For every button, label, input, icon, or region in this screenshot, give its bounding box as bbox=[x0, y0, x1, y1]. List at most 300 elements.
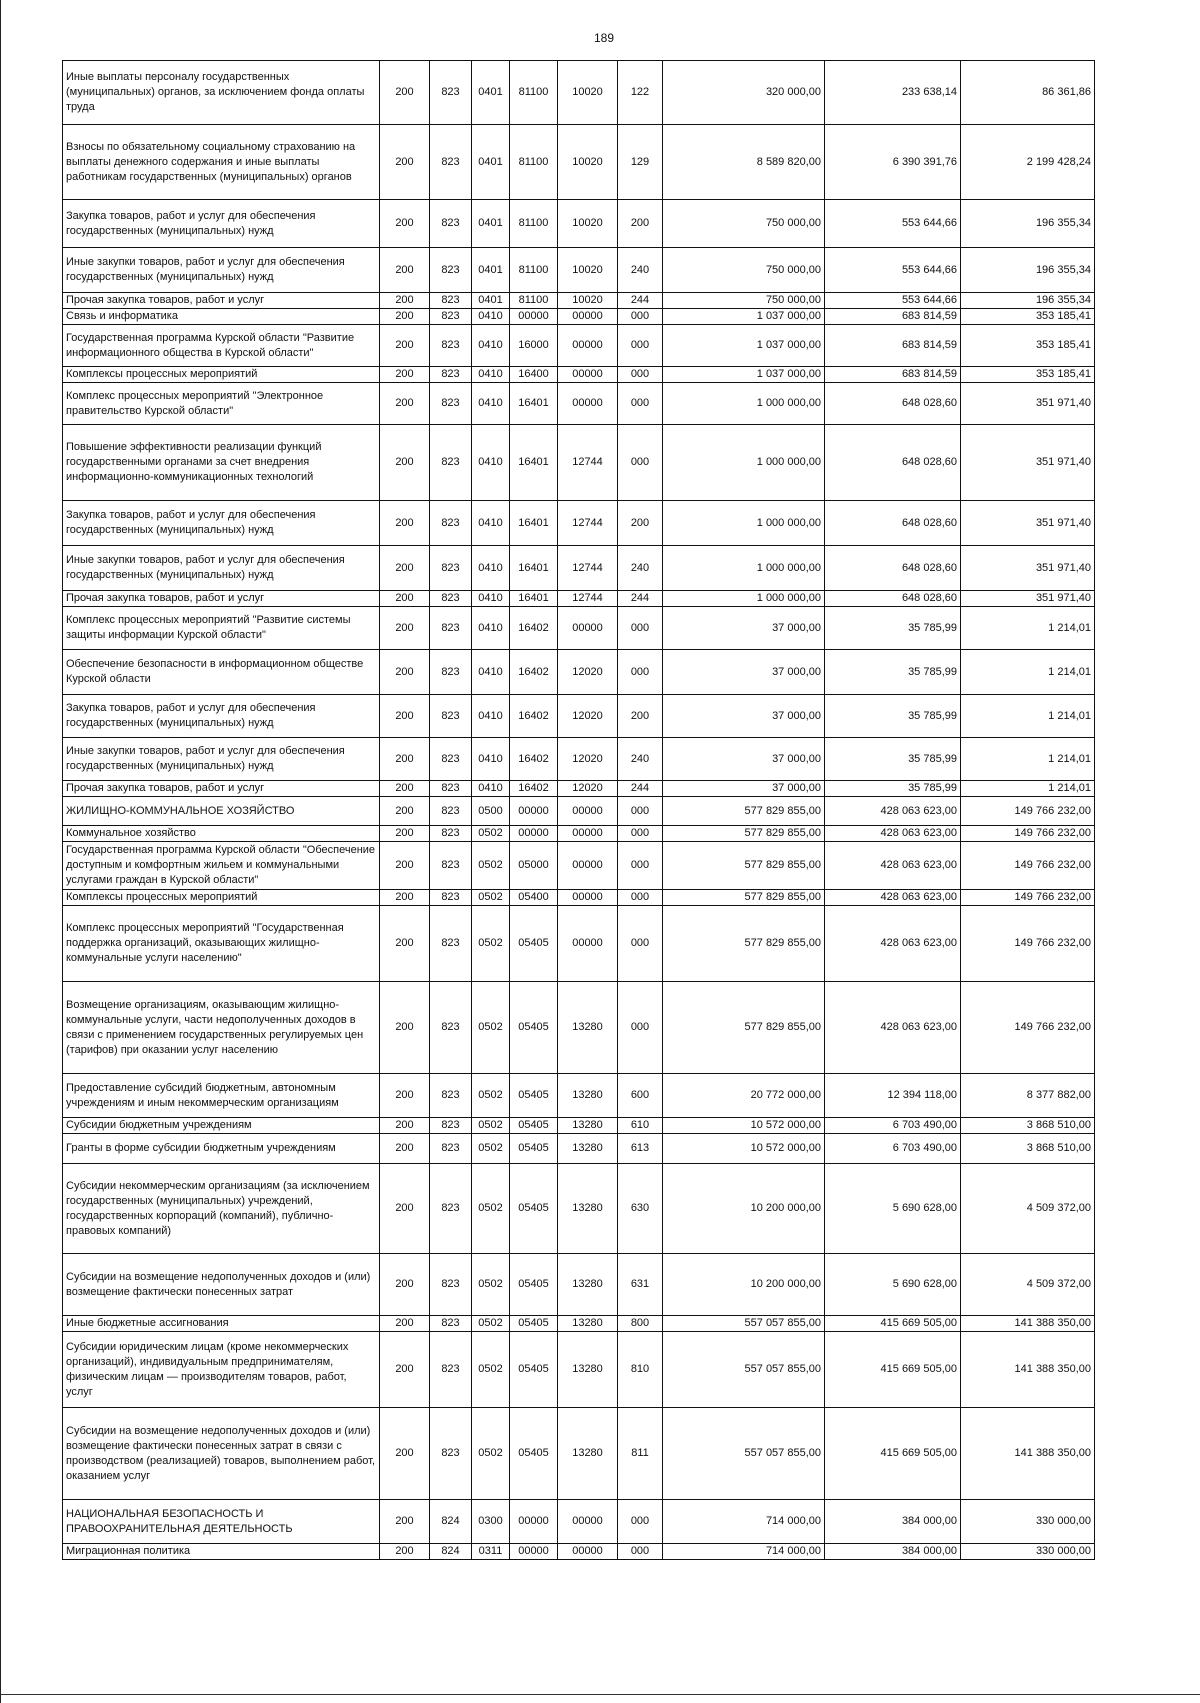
code-cell-1: 200 bbox=[380, 1332, 430, 1408]
expense-type-cell: 613 bbox=[618, 1134, 663, 1164]
code-cell-2: 824 bbox=[430, 1500, 472, 1544]
executed-amount-cell: 428 063 623,00 bbox=[825, 890, 961, 906]
expense-type-cell: 810 bbox=[618, 1332, 663, 1408]
table-row bbox=[63, 1134, 1095, 1164]
code-cell-2: 823 bbox=[430, 1408, 472, 1500]
code-cell-2: 823 bbox=[430, 1254, 472, 1316]
direction-cell: 12020 bbox=[558, 695, 618, 738]
code-cell-2: 823 bbox=[430, 367, 472, 383]
executed-amount-cell: 384 000,00 bbox=[825, 1544, 961, 1560]
remaining-amount-cell: 149 766 232,00 bbox=[961, 842, 1095, 890]
executed-amount-cell: 648 028,60 bbox=[825, 591, 961, 607]
expense-type-cell: 240 bbox=[618, 248, 663, 293]
page-left-border bbox=[0, 0, 1, 1703]
section-cell: 0401 bbox=[472, 248, 510, 293]
table-row bbox=[63, 1332, 1095, 1408]
program-cell: 05405 bbox=[510, 1408, 558, 1500]
executed-amount-cell: 35 785,99 bbox=[825, 695, 961, 738]
section-cell: 0502 bbox=[472, 1134, 510, 1164]
planned-amount-cell: 8 589 820,00 bbox=[663, 125, 825, 200]
remaining-amount-cell: 1 214,01 bbox=[961, 607, 1095, 650]
item-name-cell: Субсидии некоммерческим организациям (за исключением государственных (муниципальных) учреждений, государственных корпораций (компаний), публично-правовых компаний) bbox=[63, 1164, 380, 1254]
program-cell: 05405 bbox=[510, 1316, 558, 1332]
planned-amount-cell: 577 829 855,00 bbox=[663, 797, 825, 826]
remaining-amount-cell: 149 766 232,00 bbox=[961, 797, 1095, 826]
item-name-cell: Прочая закупка товаров, работ и услуг bbox=[63, 781, 380, 797]
executed-amount-cell: 428 063 623,00 bbox=[825, 797, 961, 826]
executed-amount-cell: 415 669 505,00 bbox=[825, 1332, 961, 1408]
code-cell-2: 823 bbox=[430, 200, 472, 248]
section-cell: 0410 bbox=[472, 309, 510, 325]
item-name-cell: Закупка товаров, работ и услуг для обеспечения государственных (муниципальных) нужд bbox=[63, 695, 380, 738]
code-cell-1: 200 bbox=[380, 1316, 430, 1332]
code-cell-1: 200 bbox=[380, 309, 430, 325]
executed-amount-cell: 428 063 623,00 bbox=[825, 842, 961, 890]
code-cell-1: 200 bbox=[380, 607, 430, 650]
code-cell-1: 200 bbox=[380, 695, 430, 738]
section-cell: 0410 bbox=[472, 546, 510, 591]
remaining-amount-cell: 1 214,01 bbox=[961, 781, 1095, 797]
planned-amount-cell: 37 000,00 bbox=[663, 738, 825, 781]
remaining-amount-cell: 2 199 428,24 bbox=[961, 125, 1095, 200]
direction-cell: 10020 bbox=[558, 125, 618, 200]
executed-amount-cell: 35 785,99 bbox=[825, 781, 961, 797]
item-name-cell: Прочая закупка товаров, работ и услуг bbox=[63, 591, 380, 607]
item-name-cell: Иные закупки товаров, работ и услуг для обеспечения государственных (муниципальных) нужд bbox=[63, 546, 380, 591]
table-row bbox=[63, 293, 1095, 309]
remaining-amount-cell: 330 000,00 bbox=[961, 1544, 1095, 1560]
executed-amount-cell: 648 028,60 bbox=[825, 546, 961, 591]
code-cell-1: 200 bbox=[380, 982, 430, 1074]
code-cell-2: 823 bbox=[430, 826, 472, 842]
budget-table-body bbox=[63, 61, 1095, 1560]
code-cell-2: 823 bbox=[430, 61, 472, 125]
table-row bbox=[63, 1544, 1095, 1560]
direction-cell: 12744 bbox=[558, 501, 618, 546]
code-cell-2: 823 bbox=[430, 695, 472, 738]
code-cell-2: 823 bbox=[430, 890, 472, 906]
executed-amount-cell: 233 638,14 bbox=[825, 61, 961, 125]
code-cell-2: 823 bbox=[430, 591, 472, 607]
code-cell-2: 823 bbox=[430, 1316, 472, 1332]
planned-amount-cell: 10 572 000,00 bbox=[663, 1118, 825, 1134]
table-row bbox=[63, 906, 1095, 982]
code-cell-2: 823 bbox=[430, 501, 472, 546]
remaining-amount-cell: 351 971,40 bbox=[961, 425, 1095, 501]
program-cell: 05405 bbox=[510, 982, 558, 1074]
direction-cell: 13280 bbox=[558, 1332, 618, 1408]
program-cell: 05000 bbox=[510, 842, 558, 890]
expense-type-cell: 000 bbox=[618, 1544, 663, 1560]
executed-amount-cell: 5 690 628,00 bbox=[825, 1254, 961, 1316]
planned-amount-cell: 750 000,00 bbox=[663, 248, 825, 293]
section-cell: 0410 bbox=[472, 501, 510, 546]
remaining-amount-cell: 351 971,40 bbox=[961, 546, 1095, 591]
program-cell: 05405 bbox=[510, 1254, 558, 1316]
expense-type-cell: 610 bbox=[618, 1118, 663, 1134]
remaining-amount-cell: 353 185,41 bbox=[961, 367, 1095, 383]
remaining-amount-cell: 4 509 372,00 bbox=[961, 1254, 1095, 1316]
direction-cell: 13280 bbox=[558, 1316, 618, 1332]
program-cell: 05405 bbox=[510, 1118, 558, 1134]
section-cell: 0410 bbox=[472, 695, 510, 738]
planned-amount-cell: 1 000 000,00 bbox=[663, 501, 825, 546]
executed-amount-cell: 6 703 490,00 bbox=[825, 1134, 961, 1164]
code-cell-2: 823 bbox=[430, 1134, 472, 1164]
item-name-cell: Комплексы процессных мероприятий bbox=[63, 367, 380, 383]
table-row bbox=[63, 501, 1095, 546]
remaining-amount-cell: 353 185,41 bbox=[961, 325, 1095, 367]
remaining-amount-cell: 149 766 232,00 bbox=[961, 826, 1095, 842]
code-cell-1: 200 bbox=[380, 1164, 430, 1254]
planned-amount-cell: 1 037 000,00 bbox=[663, 325, 825, 367]
expense-type-cell: 122 bbox=[618, 61, 663, 125]
direction-cell: 13280 bbox=[558, 1164, 618, 1254]
table-row bbox=[63, 425, 1095, 501]
planned-amount-cell: 10 200 000,00 bbox=[663, 1164, 825, 1254]
expense-type-cell: 000 bbox=[618, 906, 663, 982]
direction-cell: 00000 bbox=[558, 309, 618, 325]
item-name-cell: Иные закупки товаров, работ и услуг для обеспечения государственных (муниципальных) нужд bbox=[63, 738, 380, 781]
expense-type-cell: 000 bbox=[618, 383, 663, 425]
expense-type-cell: 240 bbox=[618, 738, 663, 781]
table-row bbox=[63, 695, 1095, 738]
planned-amount-cell: 577 829 855,00 bbox=[663, 906, 825, 982]
item-name-cell: Иные выплаты персоналу государственных (муниципальных) органов, за исключением фонда оплаты труда bbox=[63, 61, 380, 125]
table-row bbox=[63, 982, 1095, 1074]
direction-cell: 00000 bbox=[558, 797, 618, 826]
executed-amount-cell: 648 028,60 bbox=[825, 383, 961, 425]
item-name-cell: Коммунальное хозяйство bbox=[63, 826, 380, 842]
table-row bbox=[63, 890, 1095, 906]
planned-amount-cell: 1 000 000,00 bbox=[663, 383, 825, 425]
expense-type-cell: 000 bbox=[618, 607, 663, 650]
section-cell: 0410 bbox=[472, 650, 510, 695]
executed-amount-cell: 35 785,99 bbox=[825, 738, 961, 781]
expense-type-cell: 244 bbox=[618, 591, 663, 607]
item-name-cell: Иные закупки товаров, работ и услуг для обеспечения государственных (муниципальных) нужд bbox=[63, 248, 380, 293]
code-cell-2: 823 bbox=[430, 125, 472, 200]
direction-cell: 10020 bbox=[558, 61, 618, 125]
code-cell-1: 200 bbox=[380, 1408, 430, 1500]
item-name-cell: Иные бюджетные ассигнования bbox=[63, 1316, 380, 1332]
expense-type-cell: 600 bbox=[618, 1074, 663, 1118]
code-cell-1: 200 bbox=[380, 842, 430, 890]
table-row bbox=[63, 309, 1095, 325]
section-cell: 0502 bbox=[472, 826, 510, 842]
section-cell: 0300 bbox=[472, 1500, 510, 1544]
table-row bbox=[63, 546, 1095, 591]
program-cell: 05400 bbox=[510, 890, 558, 906]
table-row bbox=[63, 1074, 1095, 1118]
planned-amount-cell: 1 000 000,00 bbox=[663, 425, 825, 501]
table-row bbox=[63, 650, 1095, 695]
budget-table bbox=[62, 60, 1095, 1560]
code-cell-1: 200 bbox=[380, 1544, 430, 1560]
planned-amount-cell: 750 000,00 bbox=[663, 293, 825, 309]
planned-amount-cell: 750 000,00 bbox=[663, 200, 825, 248]
table-row bbox=[63, 1316, 1095, 1332]
executed-amount-cell: 6 703 490,00 bbox=[825, 1118, 961, 1134]
expense-type-cell: 000 bbox=[618, 367, 663, 383]
item-name-cell: Возмещение организациям, оказывающим жилищно-коммунальные услуги, части недополученных доходов в связи с применением государственных регулируемых цен (тарифов) при оказании услуг населению bbox=[63, 982, 380, 1074]
remaining-amount-cell: 149 766 232,00 bbox=[961, 890, 1095, 906]
direction-cell: 00000 bbox=[558, 367, 618, 383]
code-cell-1: 200 bbox=[380, 546, 430, 591]
planned-amount-cell: 10 200 000,00 bbox=[663, 1254, 825, 1316]
table-row bbox=[63, 325, 1095, 367]
direction-cell: 12020 bbox=[558, 650, 618, 695]
table-row bbox=[63, 781, 1095, 797]
direction-cell: 00000 bbox=[558, 826, 618, 842]
item-name-cell: Миграционная политика bbox=[63, 1544, 380, 1560]
direction-cell: 00000 bbox=[558, 325, 618, 367]
direction-cell: 00000 bbox=[558, 1500, 618, 1544]
planned-amount-cell: 714 000,00 bbox=[663, 1500, 825, 1544]
section-cell: 0502 bbox=[472, 1408, 510, 1500]
program-cell: 16401 bbox=[510, 425, 558, 501]
planned-amount-cell: 557 057 855,00 bbox=[663, 1316, 825, 1332]
remaining-amount-cell: 1 214,01 bbox=[961, 695, 1095, 738]
direction-cell: 12744 bbox=[558, 591, 618, 607]
planned-amount-cell: 577 829 855,00 bbox=[663, 982, 825, 1074]
code-cell-2: 823 bbox=[430, 325, 472, 367]
executed-amount-cell: 384 000,00 bbox=[825, 1500, 961, 1544]
section-cell: 0410 bbox=[472, 383, 510, 425]
code-cell-2: 823 bbox=[430, 607, 472, 650]
table-row bbox=[63, 591, 1095, 607]
expense-type-cell: 630 bbox=[618, 1164, 663, 1254]
item-name-cell: Государственная программа Курской области "Развитие информационного общества в Курской области" bbox=[63, 325, 380, 367]
table-row bbox=[63, 607, 1095, 650]
remaining-amount-cell: 1 214,01 bbox=[961, 650, 1095, 695]
expense-type-cell: 000 bbox=[618, 890, 663, 906]
program-cell: 16401 bbox=[510, 383, 558, 425]
expense-type-cell: 000 bbox=[618, 425, 663, 501]
program-cell: 05405 bbox=[510, 1164, 558, 1254]
remaining-amount-cell: 3 868 510,00 bbox=[961, 1118, 1095, 1134]
page-number: 189 bbox=[593, 31, 615, 45]
planned-amount-cell: 37 000,00 bbox=[663, 650, 825, 695]
item-name-cell: Субсидии на возмещение недополученных доходов и (или) возмещение фактически понесенных затрат в связи с производством (реализацией) товаров, выполнением работ, оказанием услуг bbox=[63, 1408, 380, 1500]
item-name-cell: Повышение эффективности реализации функций государственными органами за счет внедрения информационно-коммуникационных технологий bbox=[63, 425, 380, 501]
code-cell-1: 200 bbox=[380, 425, 430, 501]
item-name-cell: Комплекс процессных мероприятий "Развитие системы защиты информации Курской области" bbox=[63, 607, 380, 650]
program-cell: 05405 bbox=[510, 1074, 558, 1118]
code-cell-2: 823 bbox=[430, 425, 472, 501]
item-name-cell: Предоставление субсидий бюджетным, автономным учреждениям и иным некоммерческим организациям bbox=[63, 1074, 380, 1118]
section-cell: 0410 bbox=[472, 738, 510, 781]
code-cell-1: 200 bbox=[380, 383, 430, 425]
section-cell: 0502 bbox=[472, 842, 510, 890]
program-cell: 16402 bbox=[510, 738, 558, 781]
direction-cell: 13280 bbox=[558, 1254, 618, 1316]
item-name-cell: ЖИЛИЩНО-КОММУНАЛЬНОЕ ХОЗЯЙСТВО bbox=[63, 797, 380, 826]
code-cell-2: 823 bbox=[430, 906, 472, 982]
item-name-cell: Закупка товаров, работ и услуг для обеспечения государственных (муниципальных) нужд bbox=[63, 200, 380, 248]
item-name-cell: Комплексы процессных мероприятий bbox=[63, 890, 380, 906]
table-row bbox=[63, 1254, 1095, 1316]
executed-amount-cell: 5 690 628,00 bbox=[825, 1164, 961, 1254]
executed-amount-cell: 683 814,59 bbox=[825, 309, 961, 325]
section-cell: 0410 bbox=[472, 425, 510, 501]
section-cell: 0500 bbox=[472, 797, 510, 826]
program-cell: 16402 bbox=[510, 695, 558, 738]
executed-amount-cell: 553 644,66 bbox=[825, 248, 961, 293]
expense-type-cell: 000 bbox=[618, 982, 663, 1074]
direction-cell: 12020 bbox=[558, 738, 618, 781]
executed-amount-cell: 683 814,59 bbox=[825, 325, 961, 367]
remaining-amount-cell: 149 766 232,00 bbox=[961, 906, 1095, 982]
item-name-cell: Комплекс процессных мероприятий "Государственная поддержка организаций, оказывающих жилищно-коммунальные услуги населению" bbox=[63, 906, 380, 982]
executed-amount-cell: 12 394 118,00 bbox=[825, 1074, 961, 1118]
expense-type-cell: 129 bbox=[618, 125, 663, 200]
item-name-cell: Обеспечение безопасности в информационном обществе Курской области bbox=[63, 650, 380, 695]
code-cell-1: 200 bbox=[380, 248, 430, 293]
expense-type-cell: 244 bbox=[618, 293, 663, 309]
section-cell: 0410 bbox=[472, 781, 510, 797]
code-cell-1: 200 bbox=[380, 325, 430, 367]
code-cell-1: 200 bbox=[380, 890, 430, 906]
code-cell-2: 823 bbox=[430, 1164, 472, 1254]
section-cell: 0410 bbox=[472, 591, 510, 607]
program-cell: 05405 bbox=[510, 1134, 558, 1164]
executed-amount-cell: 553 644,66 bbox=[825, 200, 961, 248]
section-cell: 0502 bbox=[472, 906, 510, 982]
planned-amount-cell: 37 000,00 bbox=[663, 607, 825, 650]
code-cell-1: 200 bbox=[380, 125, 430, 200]
remaining-amount-cell: 141 388 350,00 bbox=[961, 1316, 1095, 1332]
remaining-amount-cell: 196 355,34 bbox=[961, 293, 1095, 309]
code-cell-1: 200 bbox=[380, 200, 430, 248]
table-row bbox=[63, 383, 1095, 425]
expense-type-cell: 000 bbox=[618, 650, 663, 695]
code-cell-2: 824 bbox=[430, 1544, 472, 1560]
program-cell: 00000 bbox=[510, 1500, 558, 1544]
code-cell-2: 823 bbox=[430, 383, 472, 425]
direction-cell: 10020 bbox=[558, 200, 618, 248]
program-cell: 00000 bbox=[510, 826, 558, 842]
planned-amount-cell: 320 000,00 bbox=[663, 61, 825, 125]
executed-amount-cell: 415 669 505,00 bbox=[825, 1408, 961, 1500]
direction-cell: 00000 bbox=[558, 906, 618, 982]
item-name-cell: НАЦИОНАЛЬНАЯ БЕЗОПАСНОСТЬ И ПРАВООХРАНИТЕЛЬНАЯ ДЕЯТЕЛЬНОСТЬ bbox=[63, 1500, 380, 1544]
program-cell: 00000 bbox=[510, 797, 558, 826]
table-row bbox=[63, 1408, 1095, 1500]
page-bottom-border bbox=[0, 1694, 1200, 1695]
executed-amount-cell: 35 785,99 bbox=[825, 650, 961, 695]
executed-amount-cell: 428 063 623,00 bbox=[825, 982, 961, 1074]
planned-amount-cell: 1 037 000,00 bbox=[663, 367, 825, 383]
planned-amount-cell: 10 572 000,00 bbox=[663, 1134, 825, 1164]
remaining-amount-cell: 351 971,40 bbox=[961, 501, 1095, 546]
direction-cell: 13280 bbox=[558, 1074, 618, 1118]
planned-amount-cell: 1 000 000,00 bbox=[663, 591, 825, 607]
code-cell-2: 823 bbox=[430, 982, 472, 1074]
section-cell: 0502 bbox=[472, 1074, 510, 1118]
code-cell-2: 823 bbox=[430, 1118, 472, 1134]
code-cell-1: 200 bbox=[380, 1118, 430, 1134]
remaining-amount-cell: 8 377 882,00 bbox=[961, 1074, 1095, 1118]
program-cell: 00000 bbox=[510, 309, 558, 325]
direction-cell: 00000 bbox=[558, 383, 618, 425]
program-cell: 81100 bbox=[510, 61, 558, 125]
item-name-cell: Гранты в форме субсидии бюджетным учреждениям bbox=[63, 1134, 380, 1164]
code-cell-1: 200 bbox=[380, 293, 430, 309]
section-cell: 0401 bbox=[472, 61, 510, 125]
expense-type-cell: 240 bbox=[618, 546, 663, 591]
table-row bbox=[63, 367, 1095, 383]
direction-cell: 00000 bbox=[558, 1544, 618, 1560]
item-name-cell: Комплекс процессных мероприятий "Электронное правительство Курской области" bbox=[63, 383, 380, 425]
remaining-amount-cell: 351 971,40 bbox=[961, 591, 1095, 607]
section-cell: 0502 bbox=[472, 890, 510, 906]
direction-cell: 13280 bbox=[558, 1134, 618, 1164]
expense-type-cell: 000 bbox=[618, 1500, 663, 1544]
direction-cell: 10020 bbox=[558, 248, 618, 293]
program-cell: 05405 bbox=[510, 1332, 558, 1408]
expense-type-cell: 244 bbox=[618, 781, 663, 797]
direction-cell: 13280 bbox=[558, 1118, 618, 1134]
table-row bbox=[63, 1164, 1095, 1254]
code-cell-2: 823 bbox=[430, 248, 472, 293]
direction-cell: 00000 bbox=[558, 890, 618, 906]
item-name-cell: Государственная программа Курской области "Обеспечение доступным и комфортным жильем и коммунальными услугами граждан в Курской области" bbox=[63, 842, 380, 890]
remaining-amount-cell: 351 971,40 bbox=[961, 383, 1095, 425]
code-cell-2: 823 bbox=[430, 781, 472, 797]
expense-type-cell: 200 bbox=[618, 200, 663, 248]
item-name-cell: Субсидии на возмещение недополученных доходов и (или) возмещение фактически понесенных затрат bbox=[63, 1254, 380, 1316]
remaining-amount-cell: 86 361,86 bbox=[961, 61, 1095, 125]
planned-amount-cell: 577 829 855,00 bbox=[663, 842, 825, 890]
planned-amount-cell: 577 829 855,00 bbox=[663, 890, 825, 906]
code-cell-1: 200 bbox=[380, 781, 430, 797]
remaining-amount-cell: 1 214,01 bbox=[961, 738, 1095, 781]
table-row bbox=[63, 200, 1095, 248]
section-cell: 0502 bbox=[472, 1164, 510, 1254]
code-cell-2: 823 bbox=[430, 738, 472, 781]
code-cell-1: 200 bbox=[380, 797, 430, 826]
direction-cell: 00000 bbox=[558, 607, 618, 650]
section-cell: 0502 bbox=[472, 1332, 510, 1408]
planned-amount-cell: 37 000,00 bbox=[663, 695, 825, 738]
direction-cell: 13280 bbox=[558, 1408, 618, 1500]
direction-cell: 13280 bbox=[558, 982, 618, 1074]
table-row bbox=[63, 1500, 1095, 1544]
code-cell-2: 823 bbox=[430, 1332, 472, 1408]
program-cell: 16400 bbox=[510, 367, 558, 383]
program-cell: 05405 bbox=[510, 906, 558, 982]
item-name-cell: Связь и информатика bbox=[63, 309, 380, 325]
code-cell-2: 823 bbox=[430, 309, 472, 325]
executed-amount-cell: 683 814,59 bbox=[825, 367, 961, 383]
expense-type-cell: 631 bbox=[618, 1254, 663, 1316]
executed-amount-cell: 648 028,60 bbox=[825, 425, 961, 501]
expense-type-cell: 000 bbox=[618, 797, 663, 826]
expense-type-cell: 200 bbox=[618, 501, 663, 546]
table-row bbox=[63, 125, 1095, 200]
code-cell-1: 200 bbox=[380, 1134, 430, 1164]
code-cell-1: 200 bbox=[380, 826, 430, 842]
section-cell: 0401 bbox=[472, 293, 510, 309]
section-cell: 0502 bbox=[472, 982, 510, 1074]
program-cell: 81100 bbox=[510, 125, 558, 200]
code-cell-1: 200 bbox=[380, 367, 430, 383]
expense-type-cell: 811 bbox=[618, 1408, 663, 1500]
planned-amount-cell: 20 772 000,00 bbox=[663, 1074, 825, 1118]
executed-amount-cell: 648 028,60 bbox=[825, 501, 961, 546]
direction-cell: 00000 bbox=[558, 842, 618, 890]
